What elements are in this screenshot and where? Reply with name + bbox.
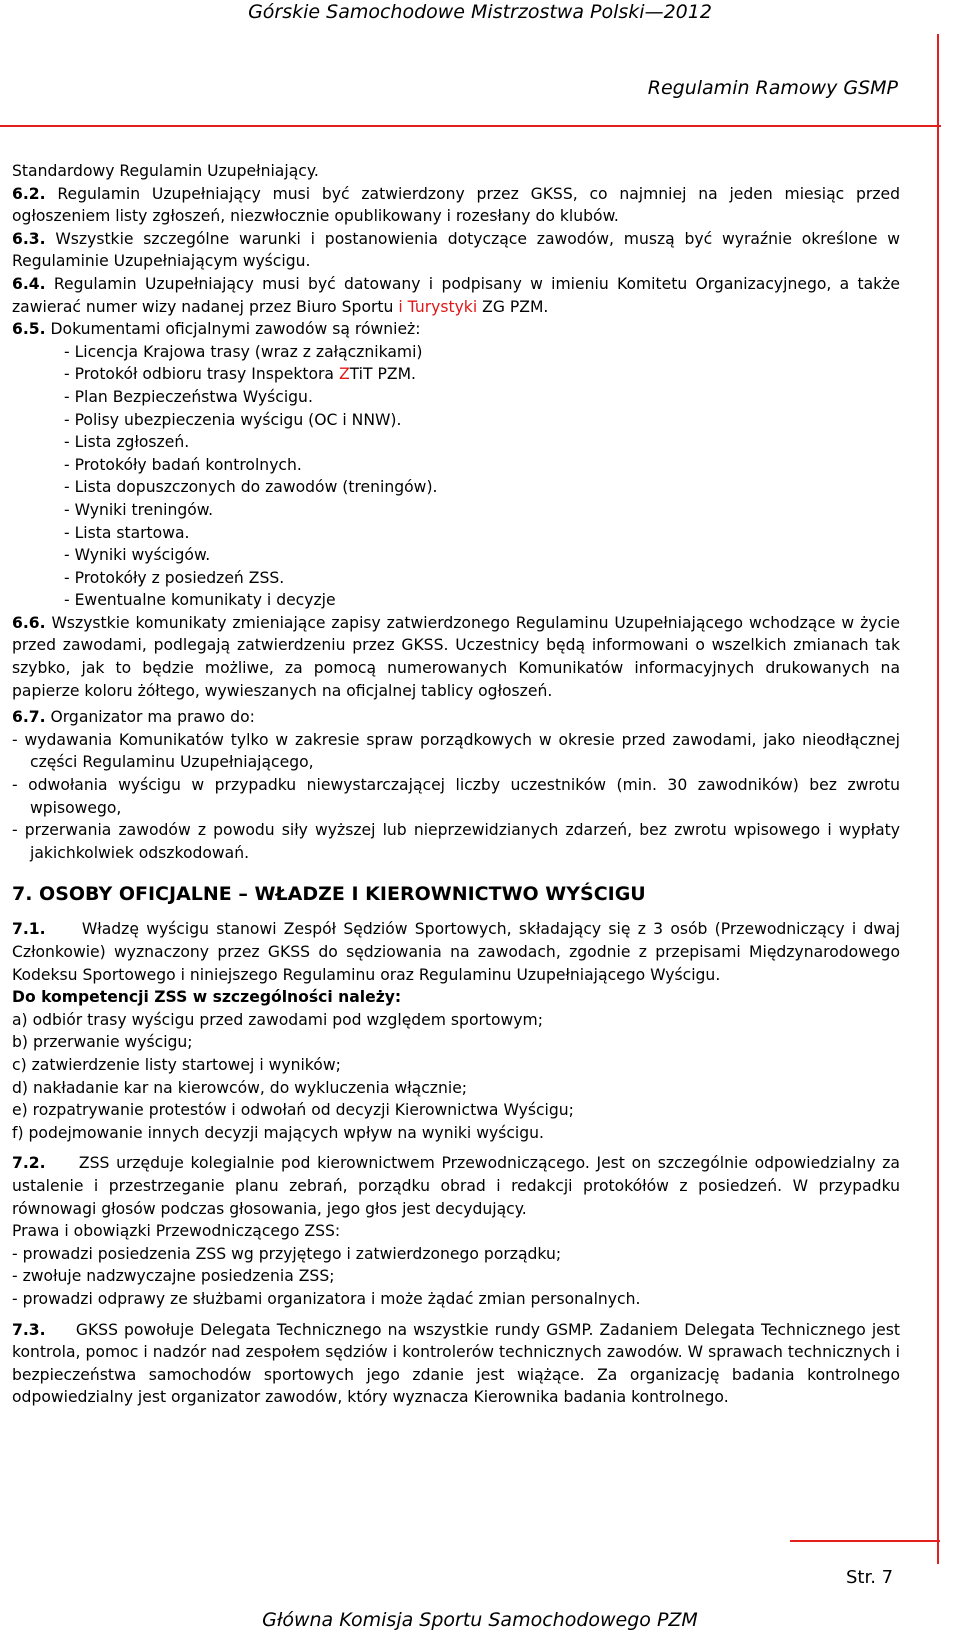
paragraph-6-6 (12, 612, 900, 702)
list-item: b) przerwanie wyścigu; (12, 1033, 193, 1052)
list-item: - odwołania wyścigu w przypadku niewystarczającej liczby uczestników (min. 30 zawodników) bez zwrotu wpisowego, (12, 776, 900, 817)
paragraph-text: Regulamin Uzupełniający musi być zatwierdzony przez GKSS, co najmniej na jeden miesiąc przed ogłoszeniem listy zgłoszeń, niezwłocznie opublikowany i rozesłany do klubów. (12, 184, 900, 226)
official-documents-list (64, 341, 900, 612)
paragraph-number: 7.3. (12, 1320, 46, 1339)
list-item: - Wyniki wyścigów. (64, 546, 211, 565)
paragraph-text: Wszystkie komunikaty zmieniające zapisy zatwierdzonego Regulaminu Uzupełniającego wchodzące w życie przed zawodami, podlegają zatwierdzeniu przez GKSS. Uczestnicy będą informowani o wszelkich zmianach tak szybko, jak to będzie możliwe, za pomocą numerowanych Komunikatów informacyjnych drukowanych na papierze koloru żółtego, wywieszanych na oficjalnej tablicy ogłoszeń. (12, 613, 900, 700)
highlighted-text: Z (338, 365, 350, 384)
paragraph-text: Regulamin Uzupełniający musi być datowany i podpisany w imieniu Komitetu Organizacyjnego, a także zawierać numer wizy nadanej przez Biuro Sportu (12, 274, 900, 316)
list-item: - zwołuje nadzwyczajne posiedzenia ZSS; (12, 1267, 335, 1286)
list-item: - Lista dopuszczonych do zawodów (treningów). (64, 478, 438, 497)
paragraph-number: 6.5. (12, 320, 46, 339)
header-rule (0, 125, 941, 127)
paragraph-number: 6.4. (12, 274, 46, 293)
footer-rule (790, 1540, 940, 1542)
list-item: a) odbiór trasy wyścigu przed zawodami pod względem sportowym; (12, 1010, 543, 1029)
paragraph-text: Władzę wyścigu stanowi Zespół Sędziów Sportowych, składający się z 3 osób (Przewodniczący i dwaj Członkowie) wyznaczony przez GKSS do sędziowania na zawodach, zgodnie z przepisami Międzynarodowego Kodeksu Sportowego i niniejszego Regulaminu oraz Regulaminu Uzupełniającego Wyścigu. (12, 920, 900, 984)
list-item: - Licencja Krajowa trasy (wraz z załącznikami) (64, 342, 423, 361)
header-title: Górskie Samochodowe Mistrzostwa Polski—2012 (248, 1, 712, 23)
paragraph-number: 6.7. (12, 708, 46, 727)
zss-competences-list (12, 1009, 900, 1145)
list-item: - wydawania Komunikatów tylko w zakresie spraw porządkowych w okresie przed zawodami, jako nieodłącznej części Regulaminu Uzupełniającego, (12, 730, 900, 772)
header-subtitle: Regulamin Ramowy GSMP (647, 77, 898, 99)
organizer-rights-list (12, 729, 900, 865)
page-number: Str. 7 (846, 1567, 894, 1588)
paragraph-7-1 (12, 918, 900, 986)
list-item: - Wyniki treningów. (64, 500, 214, 519)
paragraph-7-3 (12, 1319, 900, 1409)
paragraph-6-5 (12, 318, 900, 341)
list-item: e) rozpatrywanie protestów i odwołań od decyzji Kierownictwa Wyścigu; (12, 1101, 574, 1120)
paragraph-number: 6.2. (12, 184, 46, 203)
list-item: - prowadzi odprawy ze służbami organizatora i może żądać zmian personalnych. (12, 1289, 641, 1308)
highlighted-text: i Turystyki (398, 297, 478, 316)
zss-competences-heading: Do kompetencji ZSS w szczególności należy: (12, 988, 402, 1007)
list-item: c) zatwierdzenie listy startowej i wyników; (12, 1055, 341, 1074)
paragraph-6-2 (12, 183, 900, 228)
list-item: - Lista startowa. (64, 523, 190, 542)
list-item: f) podejmowanie innych decyzji mających wpływ na wyniki wyścigu. (12, 1123, 544, 1142)
list-item: d) nakładanie kar na kierowców, do wykluczenia włącznie; (12, 1078, 468, 1097)
paragraph-number: 6.6. (12, 613, 46, 632)
paragraph-6-3 (12, 228, 900, 273)
paragraph-7-2 (12, 1152, 900, 1220)
intro-line: Standardowy Regulamin Uzupełniający. (12, 162, 319, 180)
paragraph-6-7 (12, 706, 900, 729)
list-item: - Plan Bezpieczeństwa Wyścigu. (64, 387, 313, 406)
list-item: - Protokóły badań kontrolnych. (64, 455, 302, 474)
section-7-heading: 7. OSOBY OFICJALNE – WŁADZE I KIEROWNICTWO WYŚCIGU (12, 883, 646, 906)
chairman-rights-heading: Prawa i obowiązki Przewodniczącego ZSS: (12, 1222, 341, 1241)
paragraph-text: ZG PZM. (477, 297, 549, 316)
list-item: - Lista zgłoszeń. (64, 433, 190, 452)
list-item: - Ewentualne komunikaty i decyzje (64, 591, 336, 610)
paragraph-text: Organizator ma prawo do: (45, 708, 255, 727)
paragraph-6-4 (12, 273, 900, 318)
paragraph-text: GKSS powołuje Delegata Technicznego na wszystkie rundy GSMP. Zadaniem Delegata Technicznego jest kontrola, pomoc i nadzór nad zespołem sędziów i kontrolerów technicznych zawodów. W sprawach technicznych i bezpieczeństwa samochodów sportowych jego zdanie jest wiążące. Za organizację badania kontrolnego odpowiedzialny jest organizator zawodów, który wyznacza Kierownika badania kontrolnego. (12, 1320, 900, 1407)
side-rule (937, 34, 939, 1564)
list-item: - przerwania zawodów z powodu siły wyższej lub nieprzewidzianych zdarzeń, bez zwrotu wpisowego i wypłaty jakichkolwiek odszkodowań. (12, 821, 900, 862)
paragraph-number: 7.2. (12, 1154, 46, 1173)
paragraph-text: ZSS urzęduje kolegialnie pod kierownictwem Przewodniczącego. Jest on szczególnie odpowiedzialny za ustalenie i przestrzeganie planu zebrań, porządku obrad i redakcji protokółów z posiedzeń. W przypadku równowagi głosów podczas głosowania, jego głos jest decydujący. (12, 1154, 900, 1218)
list-item: - Protokóły z posiedzeń ZSS. (64, 568, 285, 587)
footer-text: Główna Komisja Sportu Samochodowego PZM (262, 1609, 698, 1631)
list-item: - prowadzi posiedzenia ZSS wg przyjętego i zatwierdzonego porządku; (12, 1244, 562, 1263)
document-body (12, 160, 900, 1409)
list-item: - Polisy ubezpieczenia wyścigu (OC i NNW). (64, 410, 402, 429)
paragraph-number: 7.1. (12, 920, 46, 939)
paragraph-text: Dokumentami oficjalnymi zawodów są również: (45, 320, 421, 339)
chairman-rights-list (12, 1243, 900, 1311)
list-item: - Protokół odbioru trasy Inspektora ZTiT PZM. (64, 365, 416, 384)
paragraph-text: Wszystkie szczególne warunki i postanowienia dotyczące zawodów, muszą być wyraźnie określone w Regulaminie Uzupełniającym wyścigu. (12, 229, 900, 271)
paragraph-number: 6.3. (12, 229, 46, 248)
